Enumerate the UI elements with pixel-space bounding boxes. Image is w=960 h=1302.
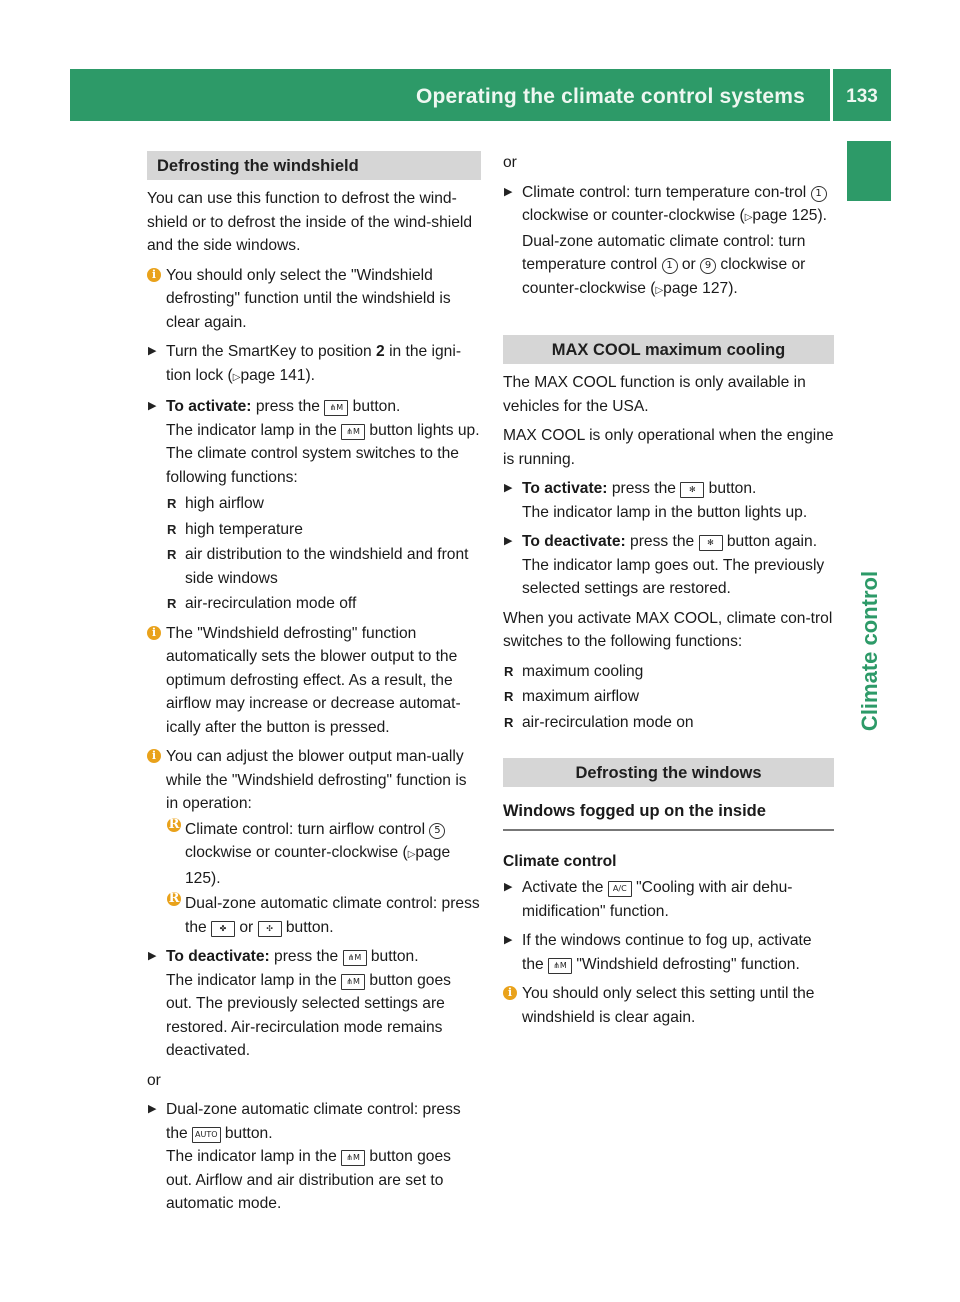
defrost-max-icon: ⋔M [324,400,348,416]
info-icon: i [503,986,517,1000]
step-arrow-icon: ▶ [504,185,513,198]
page-reference[interactable]: page 127). [663,279,738,297]
step-dual-zone: ▶ Dual-zone automatic climate control: press the AUTO button. The indicator lamp in the ⋔M button goes out. Airflow and air distribution are set to automatic mode. [147,1098,481,1216]
fan-up-icon: ✤ [211,921,235,937]
defrost-max-icon: ⋔M [343,950,367,966]
info-note: i You should only select the "Windshield defrosting" function until the windshield is clear again. [147,264,481,335]
step-deactivate: ▶ To deactivate: press the ⋔M button. The indicator lamp in the ⋔M button goes out. The previously selected settings are restored. Air-recirculation mode remains deactivated. [147,945,481,1063]
step-arrow-icon: ▶ [148,1103,157,1115]
page-reference[interactable]: page 141). [240,366,316,384]
page-ref-arrow-icon: ▷ [744,212,753,223]
list-item: R Climate control: turn airflow control 5 clockwise or counter-clockwise (▷page 125). [168,816,451,887]
control-5-icon: 5 [429,823,445,839]
left-column [147,151,481,1222]
list-item: R Dual-zone automatic climate control: press the ✤ or ✣ button. [168,891,480,936]
section-heading-max-cool: MAX COOL maximum cooling [503,335,834,364]
list-item: R high airflow [166,492,481,516]
bullet-icon: R [167,521,177,537]
page-reference[interactable]: page 125). [185,844,451,887]
control-9-icon: 9 [700,258,716,274]
right-column [503,151,834,1035]
bullet-icon: R [168,816,180,832]
defrost-max-icon: ⋔M [548,958,572,974]
control-1-icon: 1 [811,186,827,202]
chapter-title: Operating the climate control systems [415,85,805,108]
auto-key-icon: AUTO [192,1127,221,1143]
defrost-max-icon: ⋔M [341,1150,365,1166]
paragraph: The MAX COOL function is only available in vehicles for the USA. [503,374,806,415]
bullet-icon: R [167,547,177,562]
defrost-max-icon: ⋔M [341,974,365,990]
info-note: i You can adjust the blower output man-ually while the "Windshield defrosting" function is in operation: R Climate control: turn airflow control 5 clockwise or counter-clockwise (▷page 125). R Dual-zone automatic climate control: press the ✤ or ✣ button. [147,745,481,939]
step-activate-defrost: ▶ If the windows continue to fog up, activate the ⋔M "Windshield defrosting" function. [503,929,834,976]
ac-key-icon: A/C [608,881,632,897]
page-ref-arrow-icon: ▷ [232,371,241,383]
step-arrow-icon: ▶ [504,535,513,547]
section-heading-defrost-windshield: Defrosting the windshield [147,151,481,180]
bullet-icon: R [504,689,514,704]
list-item: R maximum cooling [503,660,834,684]
page-ref-arrow-icon: ▷ [407,849,416,860]
section-heading-defrost-windows: Defrosting the windows [503,758,834,787]
fan-down-icon: ✣ [258,921,282,937]
step-turn-key: ▶ Turn the SmartKey to position 2 in the igni-tion lock (▷page 141). [147,340,481,389]
bullet-icon: R [167,596,177,611]
step-max-cool-activate: ▶ To activate: press the ✻ button. The indicator lamp in the button lights up. [503,477,834,524]
chapter-tab [847,141,891,201]
info-icon: i [147,626,161,640]
page-reference[interactable]: page 125). [752,207,827,224]
intro-paragraph: You can use this function to defrost the wind-shield or to defrost the inside of the wind-shield and the side windows. [147,190,473,254]
bullet-icon: R [168,891,180,906]
info-icon: i [147,268,161,282]
info-note: i The "Windshield defrosting" function automatically sets the blower output to the optimum defrosting effect. As a result, the airflow may increase or decrease automat-ically after the button is pressed. [147,622,481,740]
list-item: R maximum airflow [503,685,834,709]
step-arrow-icon: ▶ [504,881,513,893]
step-arrow-icon: ▶ [148,345,157,357]
bullet-icon: R [504,714,514,730]
step-activate-ac: ▶ Activate the A/C "Cooling with air dehu-midification" function. [503,876,834,923]
max-cool-icon: ✻ [680,482,704,498]
step-max-cool-deactivate: ▶ To deactivate: press the ✻ button again. The indicator lamp goes out. The previously selected settings are restored. [503,530,834,601]
defrost-max-icon: ⋔M [341,424,365,440]
step-temperature-control: ▶ Climate control: turn temperature con-trol 1 clockwise or counter-clockwise (▷page 125). Dual-zone automatic climate control: turn temperature control 1 or 9 clockwise or counter-clockwise (▷page 127). [503,181,834,303]
or-text: or [503,154,517,171]
or-text: or [147,1071,161,1089]
list-item: R air distribution to the windshield and front side windows [166,543,481,590]
step-arrow-icon: ▶ [148,950,157,962]
info-note: i You should only select this setting until the windshield is clear again. [503,982,834,1029]
page-header [70,69,891,121]
paragraph: When you activate MAX COOL, climate con-trol switches to the following functions: [503,609,833,650]
max-cool-icon: ✻ [699,535,723,551]
subsection-heading: Climate control [503,852,617,870]
control-1-icon: 1 [662,258,678,274]
subheading-windows-fogged: Windows fogged up on the inside [503,794,834,831]
paragraph: MAX COOL is only operational when the engine is running. [503,427,834,468]
list-item: R high temperature [166,518,481,542]
step-arrow-icon: ▶ [504,482,513,494]
bullet-icon: R [504,663,514,679]
list-item: R air-recirculation mode off [166,592,481,616]
list-item: R air-recirculation mode on [503,711,834,735]
page-number: 133 [846,86,878,107]
info-icon: i [147,749,161,763]
step-activate: ▶ To activate: press the ⋔M button. The indicator lamp in the ⋔M button lights up. The climate control system switches to the following functions: R high airflow R high temperature R air distribution to the windshield and front side windows R air-recirculation mode off [147,395,481,616]
page-ref-arrow-icon: ▷ [655,284,664,296]
step-arrow-icon: ▶ [504,934,513,946]
step-arrow-icon: ▶ [148,400,157,412]
bullet-icon: R [167,496,177,511]
